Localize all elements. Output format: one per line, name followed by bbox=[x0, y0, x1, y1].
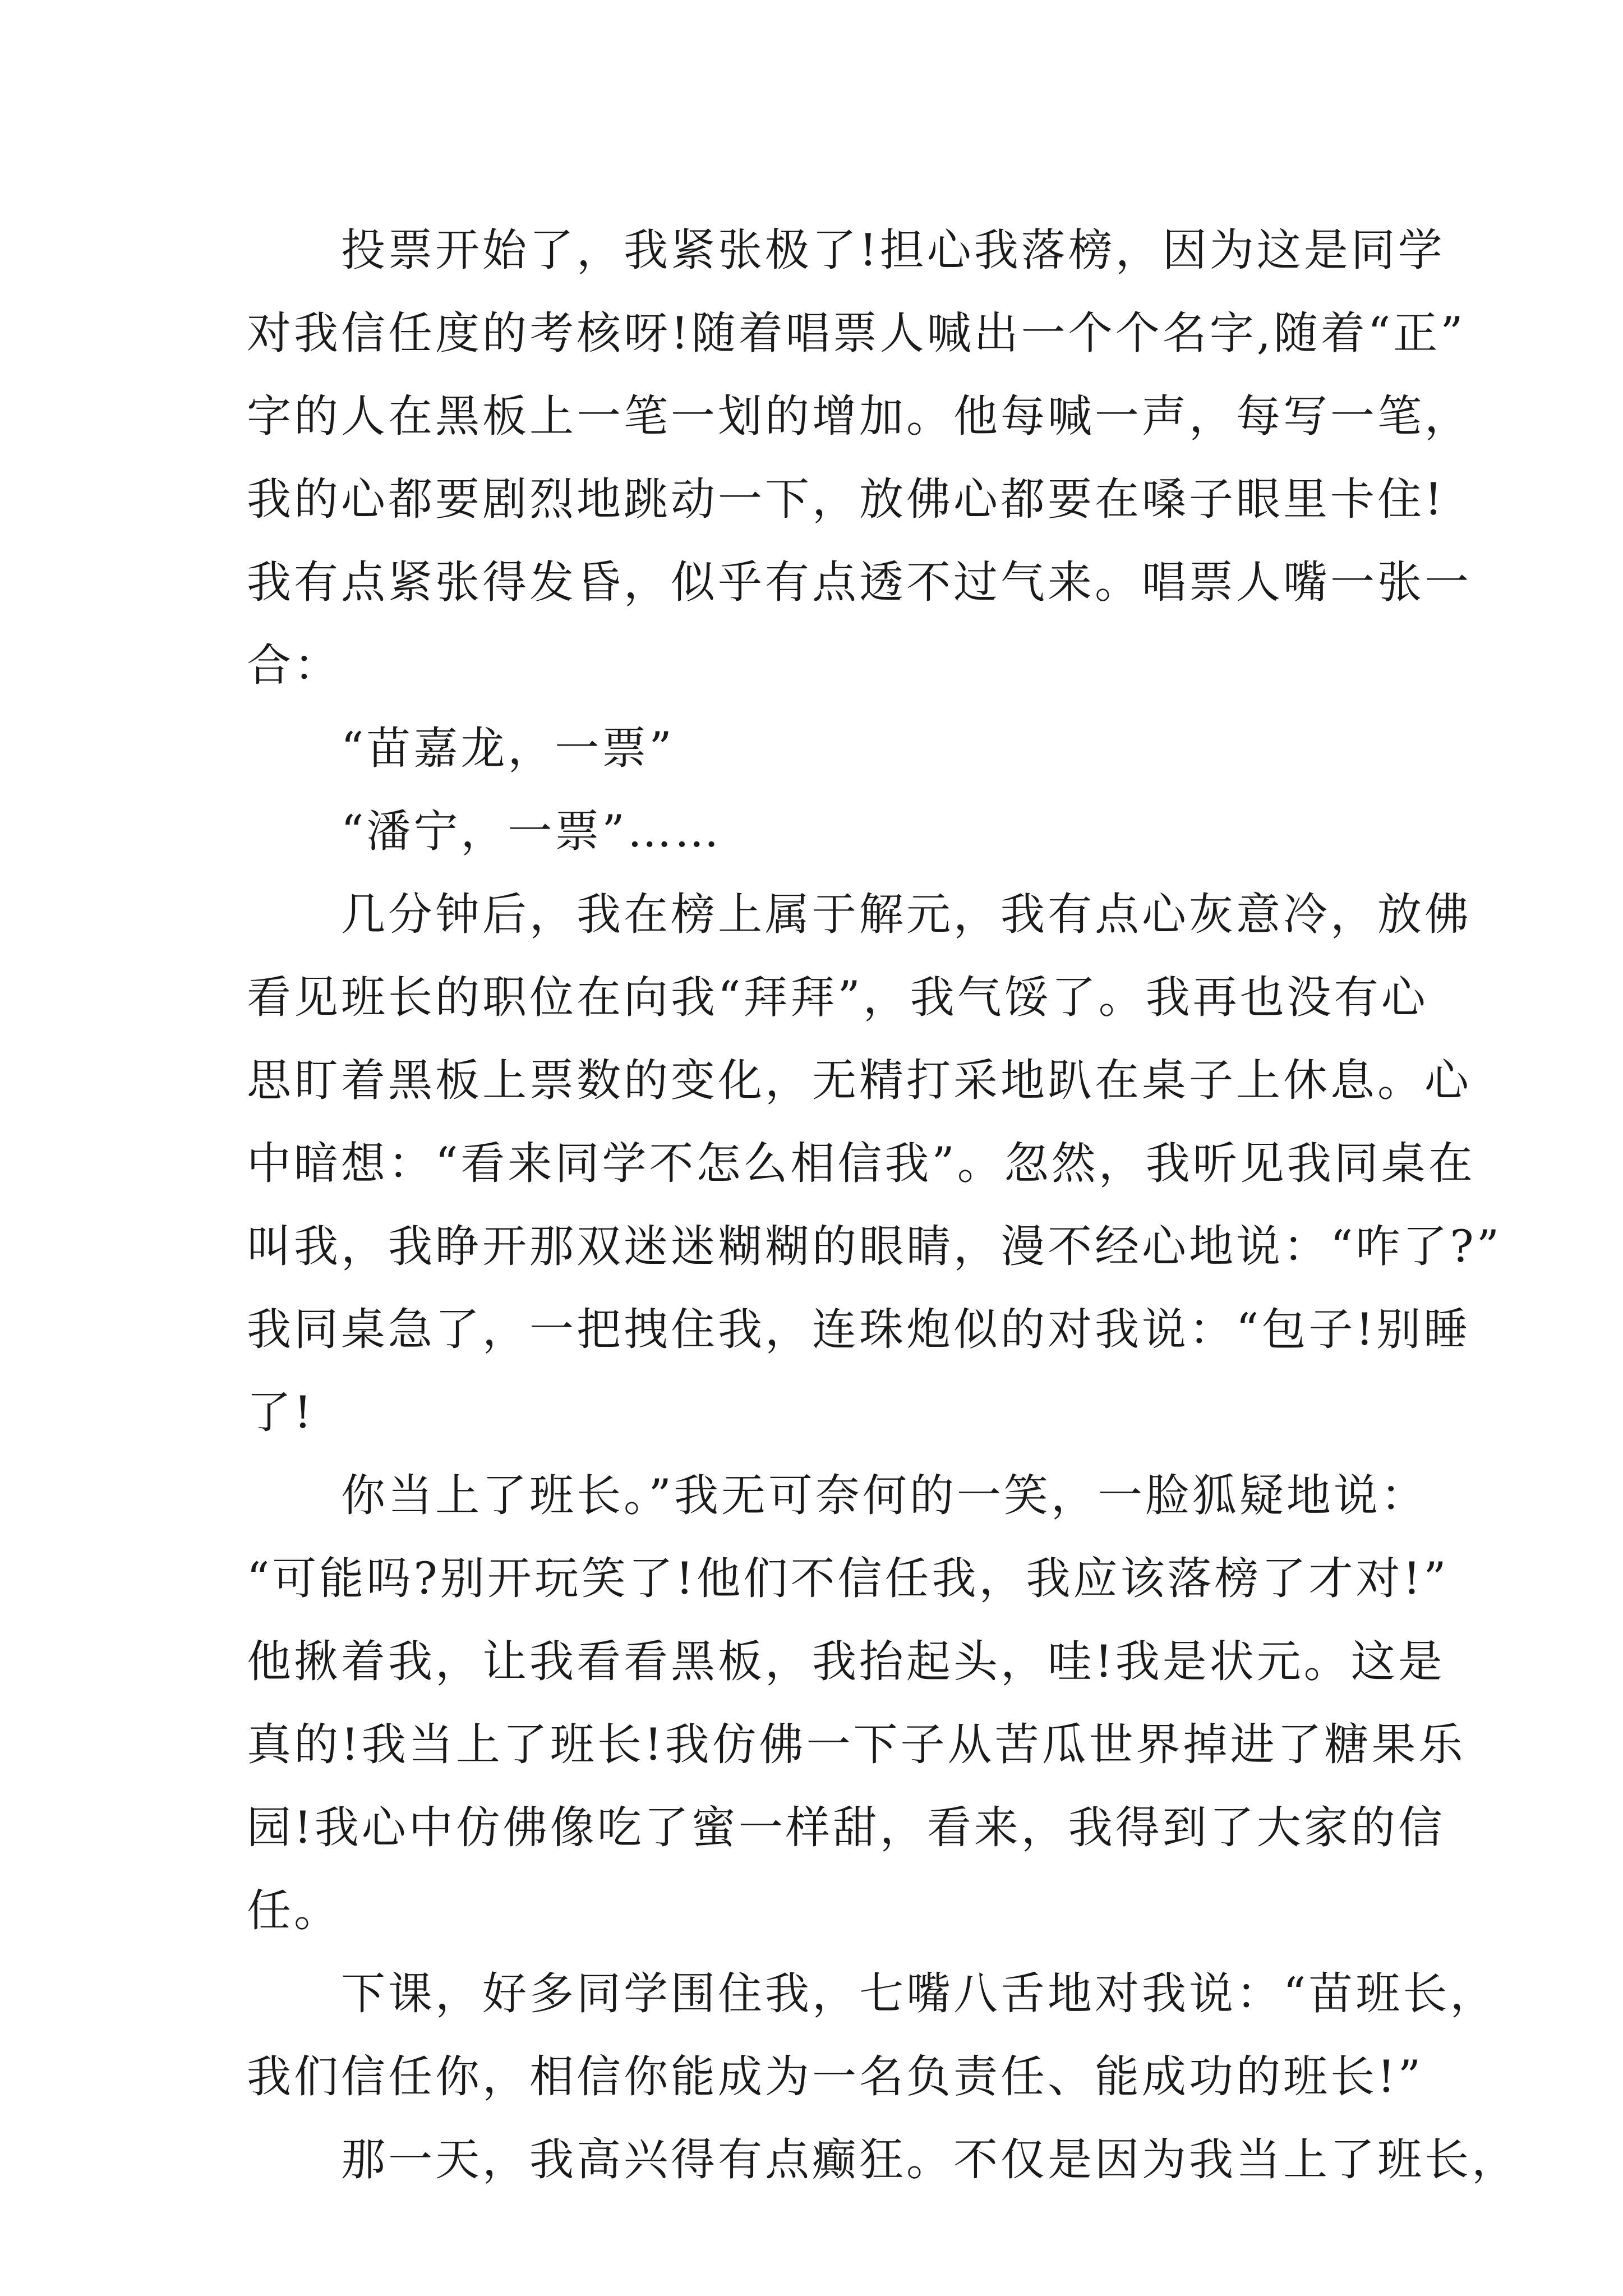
text-line: 投票开始了，我紧张极了!担心我落榜，因为这是同学 bbox=[341, 224, 1445, 276]
text-line: 我们信任你，相信你能成为一名负责任、能成功的班长!” bbox=[247, 2051, 1424, 2102]
body-text bbox=[247, 209, 1519, 2201]
text-line: 合： bbox=[247, 639, 341, 691]
text-line: 对我信任度的考核呀!随着唱票人喊出一个个名字,随着“正” bbox=[247, 307, 1466, 359]
text-line: 你当上了班长。”我无可奈何的一笑，一脸狐疑地说： bbox=[341, 1470, 1428, 1521]
text-line: 下课，好多同学围住我，七嘴八舌地对我说：“苗班长， bbox=[341, 1968, 1497, 2019]
text-line: 看见班长的职位在向我“拜拜”，我气馁了。我再也没有心 bbox=[247, 972, 1428, 1023]
text-line: 字的人在黑板上一笔一划的增加。他每喊一声，每写一笔， bbox=[247, 390, 1472, 442]
text-line: 园!我心中仿佛像吃了蜜一样甜，看来，我得到了大家的信 bbox=[247, 1802, 1445, 1853]
text-line: 我同桌急了，一把拽住我，连珠炮似的对我说：“包子!别睡 bbox=[247, 1304, 1471, 1355]
text-line: 那一天，我高兴得有点癫狂。不仅是因为我当上了班长， bbox=[341, 2134, 1519, 2185]
text-line: 几分钟后，我在榜上属于解元，我有点心灰意冷，放佛 bbox=[341, 889, 1472, 940]
text-line: 了! bbox=[247, 1387, 315, 1438]
text-line: 我有点紧张得发昏，似乎有点透不过气来。唱票人嘴一张一 bbox=[247, 556, 1472, 608]
text-line: “可能吗?别开玩笑了!他们不信任我，我应该落榜了才对!” bbox=[247, 1553, 1449, 1604]
text-line: 叫我，我睁开那双迷迷糊糊的眼睛，漫不经心地说：“咋了?” bbox=[247, 1221, 1502, 1272]
text-line: 思盯着黑板上票数的变化，无精打采地趴在桌子上休息。心 bbox=[247, 1055, 1472, 1106]
text-line: 我的心都要剧烈地跳动一下，放佛心都要在嗓子眼里卡住! bbox=[247, 473, 1445, 525]
text-line: 他揪着我，让我看看黑板，我抬起头，哇!我是状元。这是 bbox=[247, 1636, 1445, 1687]
text-line: “苗嘉龙，一票” bbox=[341, 723, 675, 774]
text-line: 真的!我当上了班长!我仿佛一下子从苦瓜世界掉进了糖果乐 bbox=[247, 1719, 1466, 1770]
text-line: 中暗想：“看来同学不怎么相信我”。忽然，我听见我同桌在 bbox=[247, 1138, 1476, 1189]
text-line: “潘宁，一票”…… bbox=[341, 806, 722, 857]
text-line: 任。 bbox=[247, 1885, 341, 1936]
